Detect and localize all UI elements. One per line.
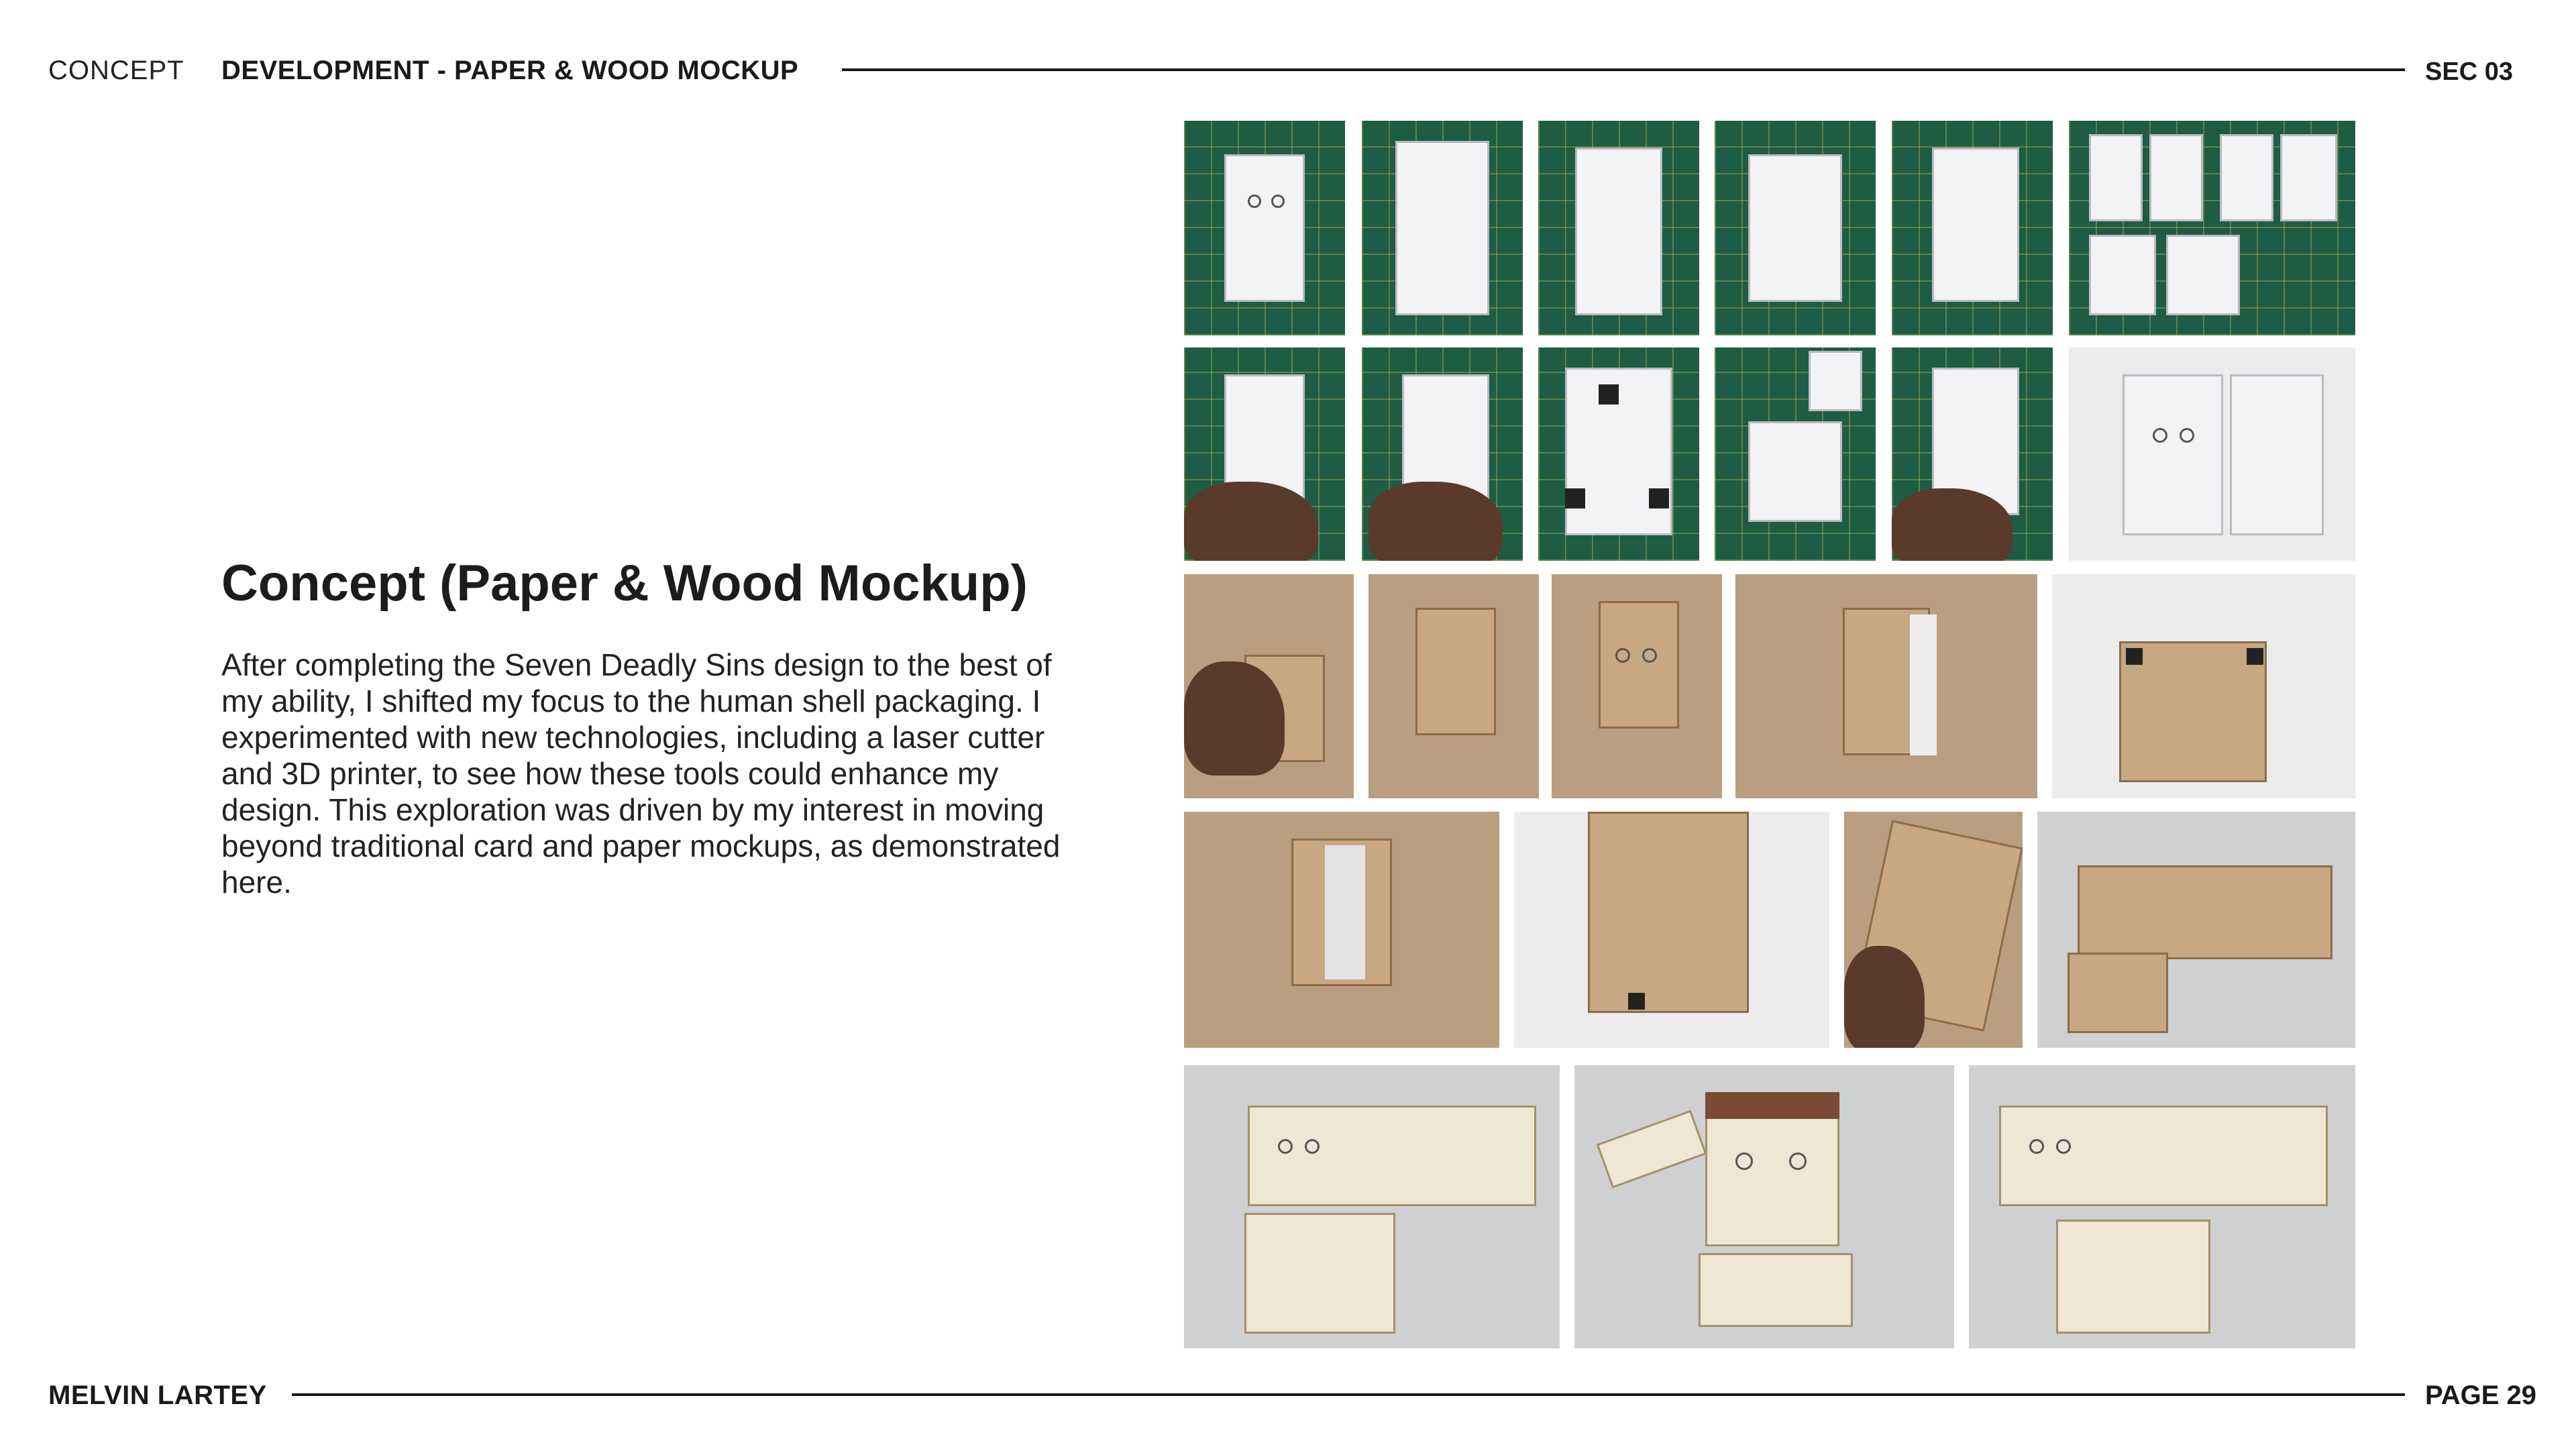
author-name: MELVIN LARTEY	[48, 1381, 267, 1410]
photo-wood-box-closeup	[1514, 812, 1829, 1048]
photo-plywood-engraved-net-2	[1969, 1065, 2355, 1348]
section-label: CONCEPT	[48, 56, 184, 85]
photo-wood-box-face	[1552, 574, 1722, 798]
photo-paper-box-hand-2	[1362, 347, 1523, 561]
section-number: SEC 03	[2425, 58, 2513, 86]
photo-wood-flat-net	[2037, 812, 2355, 1048]
page-heading: Concept (Paper & Wood Mockup)	[221, 555, 1028, 612]
photo-paper-box-1	[1184, 121, 1345, 335]
photo-paper-box-4	[1715, 121, 1876, 335]
header-divider	[842, 68, 2405, 71]
photo-paper-flat-net	[2069, 121, 2355, 335]
photo-paper-box-5	[1892, 121, 2053, 335]
photo-wood-box-cutout	[1184, 812, 1499, 1048]
page-subtitle: DEVELOPMENT - PAPER & WOOD MOCKUP	[221, 56, 799, 85]
photo-plywood-engraved-net-1	[1184, 1065, 1560, 1348]
photo-wood-box-frames	[1735, 574, 2037, 798]
page-number: PAGE 29	[2425, 1381, 2536, 1410]
photo-paper-box-hand-3	[1892, 347, 2053, 561]
photo-paper-box-base	[1538, 347, 1699, 561]
body-paragraph: After completing the Seven Deadly Sins design to the best of my ability, I shifted my focus to the human shell packaging. I experimented with new technologies, including a laser cutter and 3D printer, to see how these tools could enhance my design. This exploration was driven by my interest in moving beyond traditional card and paper mockups, as demonstrated here.	[221, 647, 1061, 900]
photo-wood-box-sketch	[2052, 574, 2355, 798]
photo-plywood-face-panel	[1574, 1065, 1954, 1348]
footer-divider	[292, 1393, 2405, 1396]
photo-paper-box-open	[1715, 347, 1876, 561]
photo-wood-panel-hand	[1844, 812, 2023, 1048]
photo-paper-box-pair	[2069, 347, 2355, 561]
photo-paper-box-2	[1362, 121, 1523, 335]
photo-wood-box-standing	[1368, 574, 1539, 798]
photo-paper-box-hand-1	[1184, 347, 1345, 561]
photo-paper-box-3	[1538, 121, 1699, 335]
photo-wood-box-hand	[1184, 574, 1354, 798]
